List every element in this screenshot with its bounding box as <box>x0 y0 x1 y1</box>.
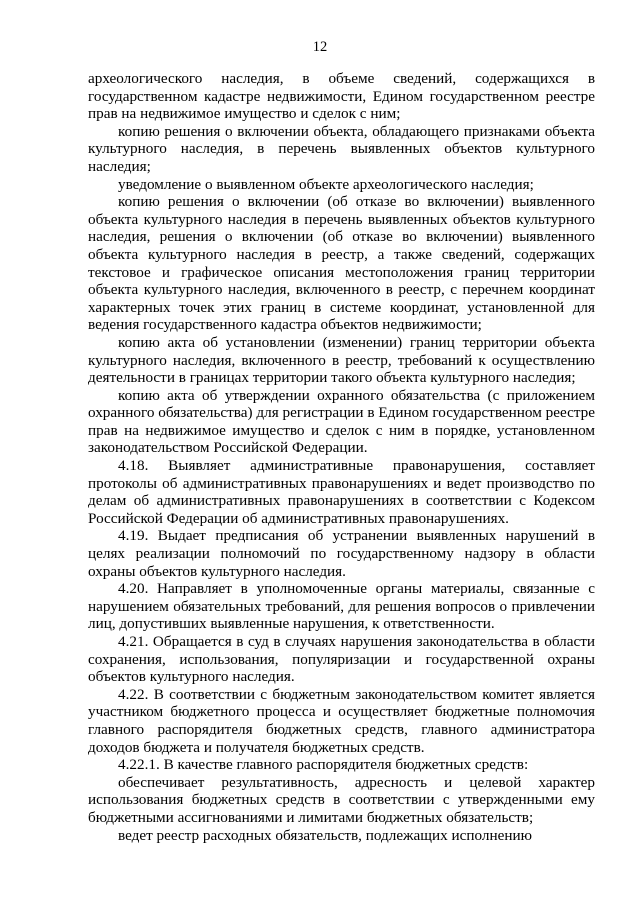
paragraph-4-20: 4.20. Направляет в уполномоченные органы материалы, связанные с нарушением обязательных требований, для решения вопросов о привлечении лиц, допустивших выявленные нарушения, к ответственности. <box>88 580 595 633</box>
paragraph-4-22-1: 4.22.1. В качестве главного распорядителя бюджетных средств: <box>118 756 529 774</box>
paragraph-notification: уведомление о выявленном объекте археологического наследия; <box>118 175 534 193</box>
paragraph-inclusion-decision: копию решения о включении (об отказе во включении) выявленного объекта культурного наследия в перечень выявленных объектов культурного наследия, решения о включении (об отказе во включении) выявленного объекта культурного наследия в реестр, а также сведений, содержащих текстовое и графическое описания местоположения границ территории объекта культурного наследия, включенного в реестр, с перечнем координат характерных точек этих границ в системе координат, установленной для ведения государственного кадастра объектов недвижимости; <box>88 193 595 334</box>
paragraph-budget-effectiveness: обеспечивает результативность, адресность и целевой характер использования бюджетных средств в соответствии с утвержденными ему бюджетными ассигнованиями и лимитами бюджетных обязательств; <box>88 773 595 826</box>
paragraph-4-19: 4.19. Выдает предписания об устранении выявленных нарушений в целях реализации полномочий по государственному надзору в области охраны объектов культурного наследия. <box>88 527 595 580</box>
paragraph-boundaries-act: копию акта об установлении (изменении) границ территории объекта культурного наследия, включенного в реестр, требований к осуществлению деятельности в границах территории такого объекта культурного наследия; <box>88 333 595 387</box>
paragraph-4-22: 4.22. В соответствии с бюджетным законодательством комитет является участником бюджетного процесса и осуществляет бюджетные полномочия главного распорядителя бюджетных средств, главного администратора доходов бюджета и получателя бюджетных средств. <box>88 685 595 756</box>
paragraph-decision-copy: копию решения о включении объекта, обладающего признаками объекта культурного наследия, в перечень выявленных объектов культурного наследия; <box>88 122 595 175</box>
paragraph-security-obligation: копию акта об утверждении охранного обязательства (с приложением охранного обязательства) для регистрации в Едином государственном реестре прав на недвижимое имущество и сделок с ним в порядке, установленном законодательством Российской Федерации. <box>88 386 595 457</box>
paragraph-continuation: археологического наследия, в объеме сведений, содержащихся в государственном кадастре недвижимости, Едином государственном реестре прав на недвижимое имущество и сделок с ним; <box>88 70 595 123</box>
paragraph-4-18: 4.18. Выявляет административные правонарушения, составляет протоколы об административных правонарушениях и ведет производство по делам об административных правонарушениях в соответствии с Кодексом Российской Федерации об административных правонарушениях. <box>88 457 595 527</box>
paragraph-obligations-register: ведет реестр расходных обязательств, подлежащих исполнению <box>118 826 532 844</box>
paragraph-4-21: 4.21. Обращается в суд в случаях нарушения законодательства в области сохранения, использования, популяризации и государственной охраны объектов культурного наследия. <box>88 633 595 686</box>
page-number: 12 <box>312 39 328 55</box>
document-body <box>88 70 595 844</box>
